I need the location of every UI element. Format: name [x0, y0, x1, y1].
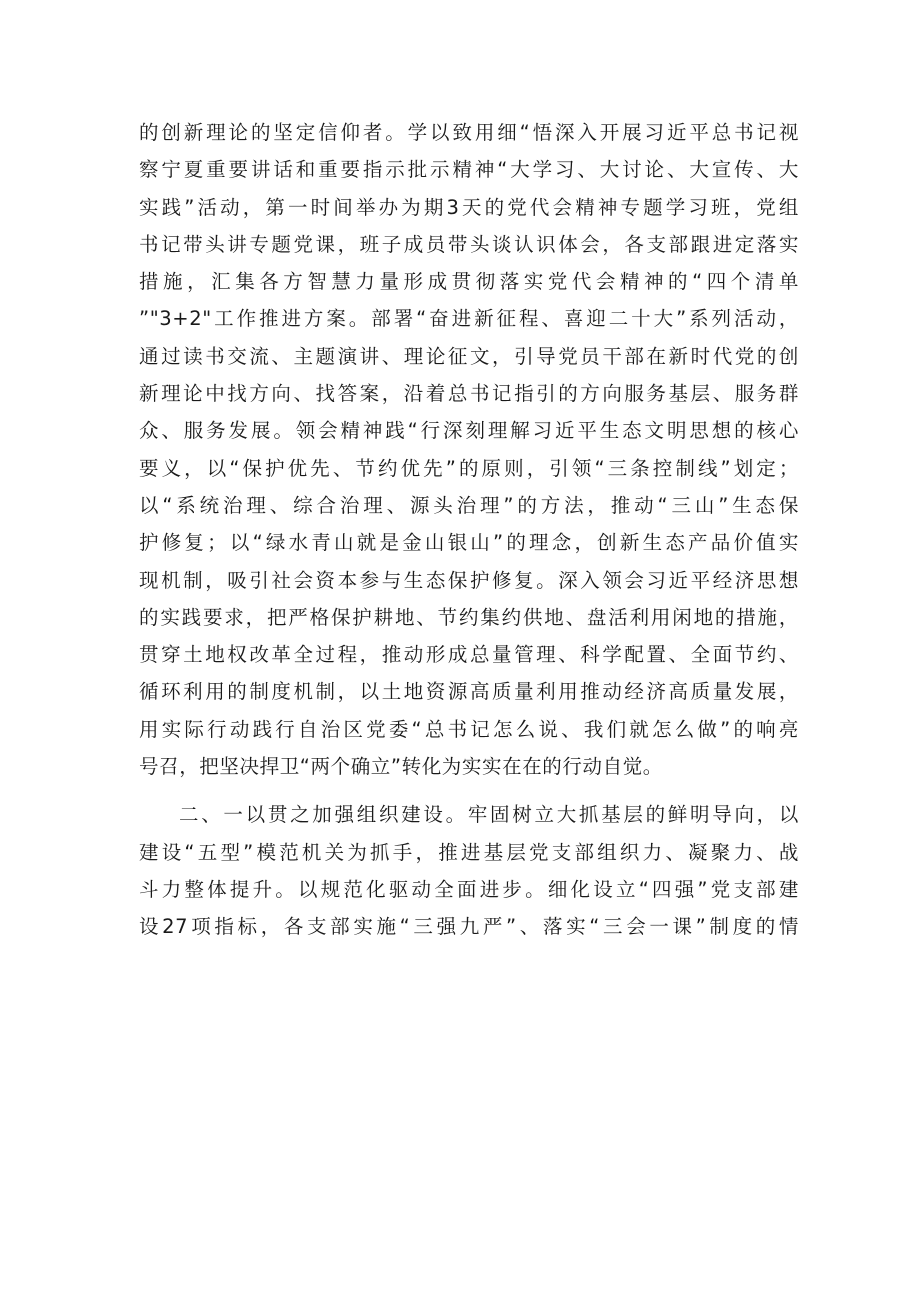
paragraph-line: 措施，汇集各方智慧力量形成贯彻落实党代会精神的“四个清单 — [139, 270, 799, 294]
paragraph-line: 的创新理论的坚定信仰者。学以致用细“悟深入开展习近平总书记视 — [139, 121, 799, 144]
paragraph-line: 的实践要求，把严格保护耕地、节约集约供地、盘活利用闲地的措施， — [139, 605, 799, 629]
paragraph-first-line: 二、一以贯之加强组织建设。牢固树立大抓基层的鲜明导向，以 — [179, 803, 799, 827]
paragraph-1 — [139, 114, 799, 785]
paragraph-line: 现机制，吸引社会资本参与生态保护修复。深入领会习近平经济思想 — [139, 568, 799, 592]
paragraph-line: ”"3+2"工作推进方案。部署“奋进新征程、喜迎二十大”系列活动， — [139, 307, 799, 331]
paragraph-2 — [139, 796, 799, 945]
paragraph-line: 护修复；以“绿水青山就是金山银山”的理念，创新生态产品价值实 — [139, 531, 799, 555]
paragraph-line: 众、服务发展。领会精神践“行深刻理解习近平生态文明思想的核心 — [139, 419, 799, 443]
paragraph-line: 通过读书交流、主题演讲、理论征文，引导党员干部在新时代党的创 — [139, 344, 799, 368]
document-body — [139, 114, 799, 946]
paragraph-line: 察宁夏重要讲话和重要指示批示精神“大学习、大讨论、大宣传、大 — [139, 158, 799, 182]
paragraph-line: 贯穿土地权改革全过程，推动形成总量管理、科学配置、全面节约、 — [139, 643, 799, 667]
paragraph-line: 新理论中找方向、找答案，沿着总书记指引的方向服务基层、服务群 — [139, 382, 799, 406]
paragraph-line: 建设“五型”模范机关为抓手，推进基层党支部组织力、凝聚力、战 — [139, 840, 799, 864]
paragraph-line: 书记带头讲专题党课，班子成员带头谈认识体会，各支部跟进定落实 — [139, 232, 799, 256]
paragraph-last-line: 号召，把坚决捍卫“两个确立”转化为实实在在的行动自觉。 — [139, 755, 663, 779]
paragraph-line: 要义，以“保护优先、节约优先”的原则，引领“三条控制线”划定； — [139, 456, 799, 480]
paragraph-line: 循环利用的制度机制，以土地资源高质量利用推动经济高质量发展， — [139, 680, 799, 704]
paragraph-gap — [139, 785, 799, 796]
paragraph-line: 用实际行动践行自治区党委“总书记怎么说、我们就怎么做”的响亮 — [139, 717, 799, 741]
paragraph-line: 斗力整体提升。以规范化驱动全面进步。细化设立“四强”党支部建 — [139, 877, 799, 901]
paragraph-line: 以“系统治理、综合治理、源头治理”的方法，推动“三山”生态保 — [139, 493, 799, 517]
paragraph-line: 设27项指标，各支部实施“三强九严”、落实“三会一课”制度的情 — [139, 915, 799, 939]
paragraph-line: 实践”活动，第一时间举办为期3天的党代会精神专题学习班，党组 — [139, 195, 799, 219]
